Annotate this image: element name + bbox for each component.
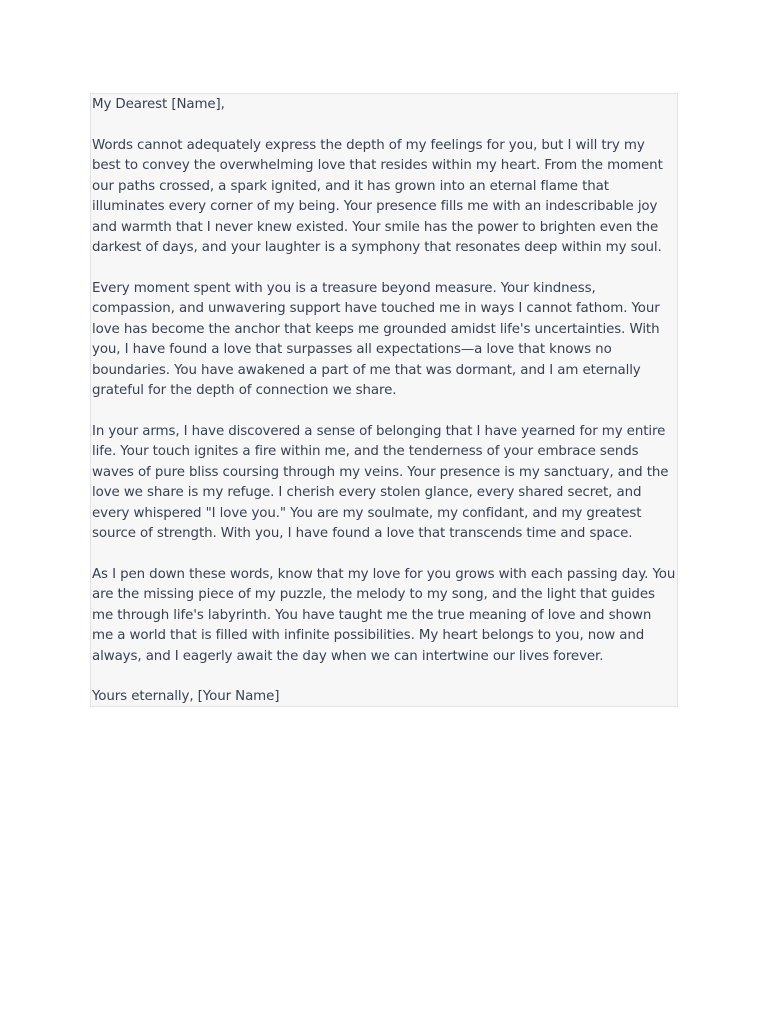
letter-paragraph-1: Words cannot adequately express the depth of my feelings for you, but I will try my best to convey the overwhelming love that resides within my heart. From the moment our paths crossed, a spark ignited, and it has grown into an eternal flame that illuminates every corner of my being. Your presence fills me with an indescribable joy and warmth that I never knew existed. Your smile has the power to brighten even the darkest of days, and your laughter is a symphony that resonates deep within my soul.: [92, 137, 663, 255]
letter-container: [90, 93, 678, 707]
letter-greeting: My Dearest [Name],: [92, 97, 225, 112]
letter-paragraph-2: Every moment spent with you is a treasure beyond measure. Your kindness, compassion, and unwavering support have touched me in ways I cannot fathom. Your love has become the anchor that keeps me grounded amidst life's uncertainties. With you, I have found a love that surpasses all expectations—a love that knows no boundaries. You have awakened a part of me that was dormant, and I am eternally grateful for the depth of connection we share.: [92, 280, 660, 398]
letter-paragraph-3: In your arms, I have discovered a sense of belonging that I have yearned for my entire life. Your touch ignites a fire within me, and the tenderness of your embrace sends waves of pure bliss coursing through my veins. Your presence is my sanctuary, and the love we share is my refuge. I cherish every stolen glance, every shared secret, and every whispered "I love you." You are my soulmate, my confidant, and my greatest source of strength. With you, I have found a love that transcends time and space.: [92, 423, 669, 541]
letter-closing: Yours eternally, [Your Name]: [92, 689, 280, 704]
letter-paragraph-4: As I pen down these words, know that my love for you grows with each passing day. You are the missing piece of my puzzle, the melody to my song, and the light that guides me through life's labyrinth. You have taught me the true meaning of love and shown me a world that is filled with infinite possibilities. My heart belongs to you, now and always, and I eagerly await the day when we can intertwine our lives forever.: [92, 566, 676, 664]
